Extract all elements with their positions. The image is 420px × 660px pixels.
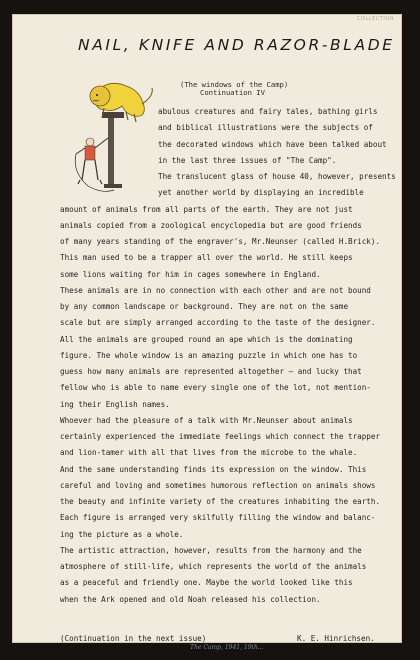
article-line: the beauty and infinite variety of the creatures inhabiting the earth. — [60, 497, 381, 506]
catalog-mark: COLLECTION — [357, 16, 394, 22]
article-line: some lions waiting for him in cages somewhere in England. — [60, 269, 321, 279]
article-line: This man used to be a trapper all over the world. He still keeps — [60, 253, 353, 263]
article-line: animals copied from a zoological encyclopedia but are good friends — [60, 220, 362, 230]
continuation-note: (Continuation in the next issue) — [60, 634, 207, 643]
continuation-label: Continuation IV — [200, 88, 265, 97]
article-line: and lion-tamer with all that lives from the microbe to the whale. — [60, 448, 358, 458]
article-line: when the Ark opened and old Noah released his collection. — [60, 594, 321, 604]
article-line: and biblical illustrations were the subjects of — [158, 123, 373, 133]
handwritten-annotation: The Camp, 1941, 19th... — [190, 644, 264, 651]
article-line: ing the picture as a whole. — [60, 529, 184, 539]
article-line: the decorated windows which have been talked about — [158, 139, 387, 149]
article-line: careful and loving and sometimes humorous reflection on animals shows — [60, 480, 376, 490]
article-line: in the last three issues of "The Camp". — [158, 155, 337, 165]
article-line: atmosphere of still-life, which represents the world of the animals — [60, 562, 367, 571]
article-line: Whoever had the pleasure of a talk with Mr.Neunser about animals — [60, 415, 353, 425]
article-line: scale but are simply arranged according to the taste of the designer. — [60, 318, 376, 328]
article-line: Each figure is arranged very skilfully filling the window and balanc- — [60, 513, 376, 523]
lion-illustration — [68, 76, 162, 208]
article-line: by any common landscape or background. They are not on the same — [60, 302, 349, 311]
article-line: certainly experienced the immediate feelings which connect the trapper — [60, 432, 381, 441]
document-subtitle: (The windows of the Camp) — [180, 80, 289, 89]
article-line: These animals are in no connection with each other and are not bound — [60, 285, 371, 295]
article-line: yet another world by displaying an incredible — [158, 188, 364, 198]
article-line: amount of animals from all parts of the earth. They are not just — [60, 204, 353, 214]
document-title: NAIL, KNIFE AND RAZOR-BLADE — [78, 36, 395, 54]
article-line: The translucent glass of house 40, however, presents — [158, 172, 396, 181]
article-line: ing their English names. — [60, 399, 170, 409]
article-line: fellow who is able to name every single one of the lot, not mention- — [60, 383, 371, 393]
article-line: abulous creatures and fairy tales, bathing girls — [158, 107, 378, 116]
author-signature: K. E. Hinrichsen. — [297, 634, 375, 643]
article-line: And the same understanding finds its expression on the window. This — [60, 464, 367, 474]
article-line: guess how many animals are represented altogether — and lucky that — [60, 367, 362, 376]
article-line: figure. The whole window is an amazing puzzle in which one has to — [60, 350, 358, 360]
article-line: of many years standing of the engraver's, Mr.Neunser (called H.Brick). — [60, 237, 381, 246]
article-line: as a peaceful and friendly one. Maybe the world looked like this — [60, 578, 353, 588]
document-page — [12, 14, 402, 651]
article-line: All the animals are grouped round an ape which is the dominating — [60, 334, 353, 344]
article-line: The artistic attraction, however, results from the harmony and the — [60, 545, 362, 555]
